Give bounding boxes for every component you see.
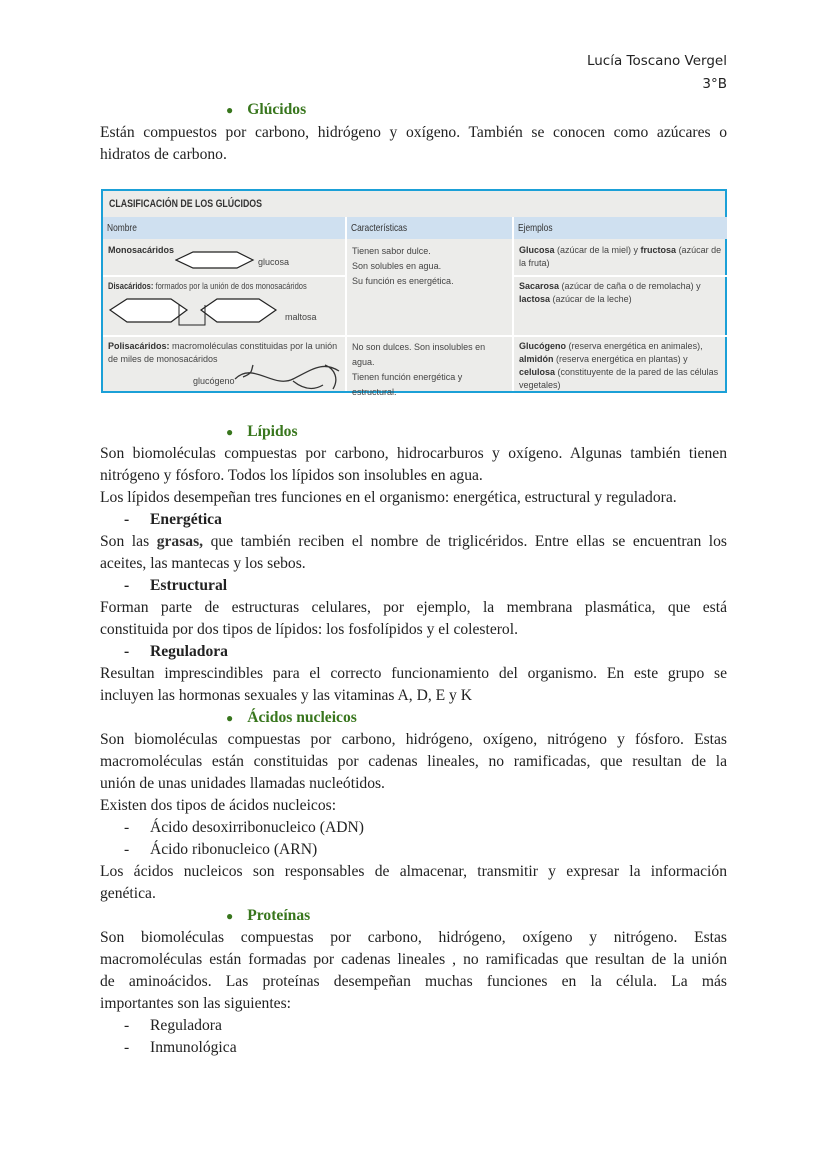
row-text <box>108 280 307 293</box>
example-text: (reserva energética en animales), <box>566 341 703 351</box>
paragraph-line: nitrógeno y fósforo. Todos los lípidos son insolubles en agua. <box>100 467 483 484</box>
section-acidos-heading <box>226 707 357 729</box>
row-name: Disacáridos: <box>108 281 154 291</box>
class-label: 3°B <box>702 76 727 92</box>
paragraph-line <box>100 531 727 553</box>
row-disacaridos <box>103 277 345 335</box>
row-monosacaridos <box>103 241 345 275</box>
subheading-text: Energética <box>150 511 222 528</box>
column-header-ejemplos <box>514 217 727 239</box>
paragraph-line: Son biomoléculas compuestas por carbono, hidrocarburos y oxígeno. Algunas también tienen <box>100 445 727 462</box>
bullet-icon: ● <box>226 711 234 725</box>
example-text: (azúcar de caña o de remolacha) y <box>559 281 701 291</box>
paragraph-line: macromoléculas están formadas por cadenas lineales , no ramificadas que resultan de la unión <box>100 951 727 968</box>
paragraph-line: Están compuestos por carbono, hidrógeno y oxígeno. También se conocen como azúcares o <box>100 124 727 141</box>
header-text: Ejemplos <box>518 222 553 234</box>
paragraph-line: hidratos de carbono. <box>100 146 227 163</box>
example-name: lactosa <box>519 294 551 304</box>
list-item: - Reguladora <box>124 1017 222 1034</box>
list-item-text: Inmunológica <box>150 1039 237 1056</box>
paragraph-line: aceites, las mantecas y los sebos. <box>100 555 306 572</box>
molecule-label: glucosa <box>258 257 290 267</box>
paragraph-line: Resultan imprescindibles para el correcto funcionamiento del organismo. En este grupo se <box>100 665 727 682</box>
paragraph-line: Forman parte de estructuras celulares, por ejemplo, la membrana plasmática, que está <box>100 599 727 616</box>
molecule-label: maltosa <box>285 312 317 322</box>
cell-ejemplos-di <box>514 277 727 309</box>
heading-text: Proteínas <box>247 907 311 924</box>
glucose-ring-icon <box>175 251 255 269</box>
paragraph-line: Son biomoléculas compuestas por carbono, hidrógeno, oxígeno, nitrógeno y fósforo. Estas <box>100 731 727 748</box>
subheading-text: Estructural <box>150 577 228 594</box>
cell-line: Tienen sabor dulce. <box>352 246 431 256</box>
paragraph-line: Los lípidos desempeñan tres funciones en el organismo: energética, estructural y reguladora. <box>100 489 677 506</box>
paragraph-line: de aminoácidos. Las proteínas desempeñan muchas funciones en la célula. La más <box>100 973 727 990</box>
row-polisacaridos <box>103 337 345 393</box>
paragraph-line: Los ácidos nucleicos son responsables de almacenar, transmitir y expresar la información <box>100 863 727 880</box>
example-text: (reserva energética en plantas) y <box>553 354 688 364</box>
example-name: Sacarosa <box>519 281 560 291</box>
example-text: (azúcar de la leche) <box>550 294 632 304</box>
bullet-icon: ● <box>226 909 234 923</box>
section-lipidos-heading <box>226 421 298 443</box>
paragraph-line: constituida por dos tipos de lípidos: los fosfolípidos y el colesterol. <box>100 621 518 638</box>
row-description: macromoléculas constituidas por la unión de miles de monosacáridos <box>108 341 338 364</box>
example-name: almidón <box>519 354 554 364</box>
subheading-energetica: - Energética <box>124 511 222 528</box>
cell-line: Su función es energética. <box>352 276 454 286</box>
example-name: fructosa <box>640 245 677 255</box>
subheading-text: Reguladora <box>150 643 228 660</box>
bullet-icon: ● <box>226 425 234 439</box>
text-run: Son las <box>100 533 157 550</box>
heading-text: Ácidos nucleicos <box>247 709 357 726</box>
subheading-estructural: - Estructural <box>124 577 228 594</box>
table-title: CLASIFICACIÓN DE LOS GLÚCIDOS <box>109 198 263 210</box>
paragraph-line: macromoléculas están constituidas por cadenas lineales, no ramificadas, que resultan de la <box>100 753 727 770</box>
cell-line: No son dulces. Son insolubles en agua. <box>352 342 486 367</box>
list-item-text: Ácido ribonucleico (ARN) <box>150 841 318 858</box>
example-name: Glucógeno <box>519 341 566 351</box>
paragraph-line: incluyen las hormonas sexuales y las vitaminas A, D, E y K <box>100 687 473 704</box>
author-name: Lucía Toscano Vergel <box>586 53 727 69</box>
section-glucidos-heading <box>226 99 306 121</box>
text-run: que también reciben el nombre de triglicéridos. Entre ellas se encuentran los <box>203 533 727 550</box>
cell-line: Son solubles en agua. <box>352 261 442 271</box>
bold-term: grasas, <box>156 533 204 550</box>
section-proteinas-heading <box>226 905 310 927</box>
example-name: celulosa <box>519 367 556 377</box>
list-item-text: Reguladora <box>150 1017 222 1034</box>
molecule-label: glucógeno <box>193 376 235 386</box>
glucidos-classification-table <box>101 189 727 397</box>
list-item-text: Ácido desoxirribonucleico (ADN) <box>150 819 364 836</box>
heading-text: Glúcidos <box>247 101 307 118</box>
bullet-icon: ● <box>226 103 234 117</box>
example-text: (azúcar de la miel) y <box>554 245 641 255</box>
column-header-caracteristicas <box>347 217 512 239</box>
row-name: Polisacáridos: <box>108 341 170 351</box>
paragraph-line: unión de unas unidades llamadas nucleótidos. <box>100 775 385 792</box>
header-text: Nombre <box>107 222 137 234</box>
heading-text: Lípidos <box>247 423 298 440</box>
glycogen-chain-icon <box>233 359 343 393</box>
row-name: Monosacáridos <box>108 245 175 255</box>
list-item: - Ácido desoxirribonucleico (ADN) <box>124 819 364 836</box>
cell-line: Tienen función energética y estructural. <box>352 372 463 397</box>
cell-caracteristicas-1 <box>347 241 512 292</box>
example-text: (azúcar de la fruta) <box>519 245 722 268</box>
cell-caracteristicas-2 <box>347 337 512 403</box>
maltose-rings-icon <box>109 297 279 327</box>
cell-ejemplos-mono <box>514 241 727 273</box>
list-item: - Ácido ribonucleico (ARN) <box>124 841 318 858</box>
example-text: (constituyente de la pared de las células vegetales) <box>519 367 719 390</box>
list-item: - Inmunológica <box>124 1039 237 1056</box>
paragraph-line: Existen dos tipos de ácidos nucleicos: <box>100 797 337 814</box>
paragraph-line: importantes son las siguientes: <box>100 995 292 1012</box>
column-header-nombre <box>103 217 345 239</box>
example-name: Glucosa <box>519 245 555 255</box>
subheading-reguladora: - Reguladora <box>124 643 228 660</box>
paragraph-line: genética. <box>100 885 156 902</box>
cell-ejemplos-poli <box>514 337 727 395</box>
row-description: formados por la unión de dos monosacáridos <box>153 281 307 291</box>
paragraph-line: Son biomoléculas compuestas por carbono, hidrógeno, oxígeno y nitrógeno. Estas <box>100 929 727 946</box>
header-text: Características <box>351 222 408 234</box>
